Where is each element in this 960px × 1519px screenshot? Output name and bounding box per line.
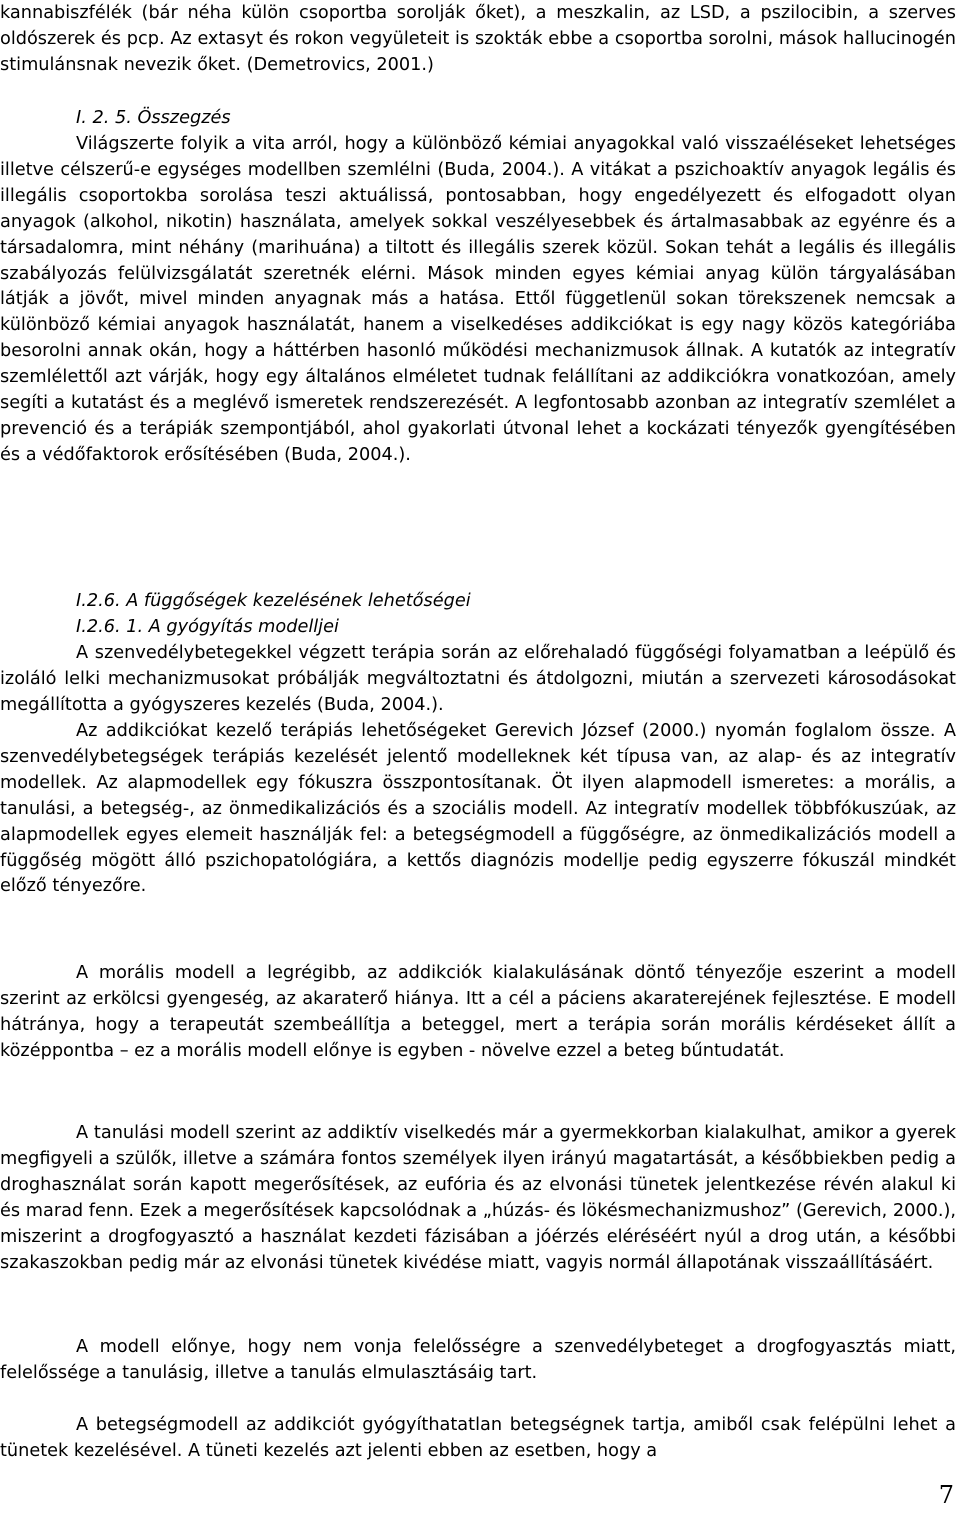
summary-paragraph: Világszerte folyik a vita arról, hogy a különböző kémiai anyagokkal való visszaéléseket lehetséges illetve célszerű-e egységes modellben szemlélni (Buda, 2004.). A vitákat a pszichoaktív anyagok legális és illegális csoportokba sorolása teszi aktuálissá, pontosabban, hogy engedélyezett és elfogadott olyan anyagok (alkohol, nikotin) használata, amelyek sokkal veszélyesebbek és ártalmasabbak az egyénre és a társadalomra, mint néhány (marihuána) a tiltott és illegális szerek közül. Sokan tehát a legális és illegális szabályozás felülvizsgálatát szeretnék elérni. Mások minden egyes kémiai anyag külön tárgyalásában látják a jövőt, mivel minden anyagnak más a hatása. Ettől függetlenül sokan törekszenek nemcsak a különböző kémiai anyagok használatát, hanem a viselkedéses addikciókat is egy nagy közös kategóriába besorolni annak okán, hogy a háttérben hasonló működési mechanizmusok állnak. A kutatók az integratív szemlélettől azt várják, hogy egy általános elméletet tudnak felállítani az addikciókra vonatkozóan, amely segíti a kutatást és a meglévő ismeretek rendszerezését. A legfontosabb azonban az integratív szemlélet a prevenció és a terápiák szempontjából, ahol gyakorlati útvonal lehet a kockázati tényezők gyengítésében és a védőfaktorok erősítésében (Buda, 2004.). <box>0 134 956 465</box>
page-number: 7 <box>938 1481 954 1509</box>
therapy-paragraph: A szenvedélybetegekkel végzett terápia során az előrehaladó függőségi folyamatban a leépülő és izoláló lelki mechanizmusokat próbálják megváltoztatni és átdolgozni, miután a szervezeti károsodásokat megállította a gyógyszeres kezelés (Buda, 2004.). <box>0 643 956 715</box>
disease-model-paragraph: A betegségmodell az addikciót gyógyíthatatlan betegségnek tartja, amiből csak felépülni lehet a tünetek kezelésével. A tüneti kezelés azt jelenti ebben az esetben, hogy a <box>0 1415 956 1461</box>
moral-model-paragraph: A morális modell a legrégibb, az addikciók kialakulásának döntő tényezője eszerint a modell szerint az erkölcsi gyengeség, az akaraterő hiánya. Itt a cél a páciens akaraterejének fejlesztése. E modell hátránya, hogy a terapeutát szembeállítja a beteggel, mert a terápia során morális kérdéseket állít a középpontba – ez a morális modell előnye is egyben - növelve ezzel a beteg bűntudatát. <box>0 963 956 1061</box>
section-heading-1-2-6: I.2.6. A függőségek kezelésének lehetőségei <box>76 591 471 611</box>
subsection-heading-1-2-6-1: I.2.6. 1. A gyógyítás modelljei <box>76 617 339 637</box>
learning-model-advantage-paragraph: A modell előnye, hogy nem vonja felelősségre a szenvedélybeteget a drogfogyasztás miatt, felelőssége a tanulásig, illetve a tanulás elmulasztásáig tart. <box>0 1337 956 1383</box>
models-paragraph: Az addikciókat kezelő terápiás lehetőségeket Gerevich József (2000.) nyomán foglalom össze. A szenvedélybetegségek terápiás kezelését jelentő modelleknek két típusa van, az alap- és az integratív modellek. Az alapmodellek egy fókuszra összpontosítanak. Öt ilyen alapmodell ismeretes: a morális, a tanulási, a betegség-, az önmedikalizációs és a szociális modell. Az integratív modellek többfókuszúak, az alapmodellek egyes elemeit használják fel: a betegségmodell a függőségre, az önmedikalizációs modell a függőség mögött álló pszichopatológiára, a kettős diagnózis modellje pedig egyszerre fókuszál mindkét előző tényezőre. <box>0 721 956 897</box>
intro-paragraph: kannabiszfélék (bár néha külön csoportba sorolják őket), a meszkalin, az LSD, a pszilocibin, a szerves oldószerek és pcp. Az extasyt és rokon vegyületeit is szokták ebbe a csoportba sorolni, mások hallucinogén stimulánsnak nevezik őket. (Demetrovics, 2001.) <box>0 3 956 75</box>
learning-model-paragraph: A tanulási modell szerint az addiktív viselkedés már a gyermekkorban kialakulhat, amikor a gyerek megfigyeli a szülők, illetve a számára fontos személyek ilyen irányú magatartását, a későbbiekben pedig a droghasználat során kapott megerősítések, az eufória és az elvonási tünetek jelentkezése révén alakul ki és marad fenn. Ezek a megerősítések kapcsolódnak a „húzás- és lökésmechanizmushoz” (Gerevich, 2000.), miszerint a drogfogyasztó a használat kezdeti fázisában a jóérzés eléréséért nyúl a drog után, a későbbi szakaszokban pedig már az elvonási tünetek kivédése miatt, vagyis normál állapotának visszaállításáért. <box>0 1123 956 1273</box>
section-heading-1-2-5: I. 2. 5. Összegzés <box>76 108 231 128</box>
